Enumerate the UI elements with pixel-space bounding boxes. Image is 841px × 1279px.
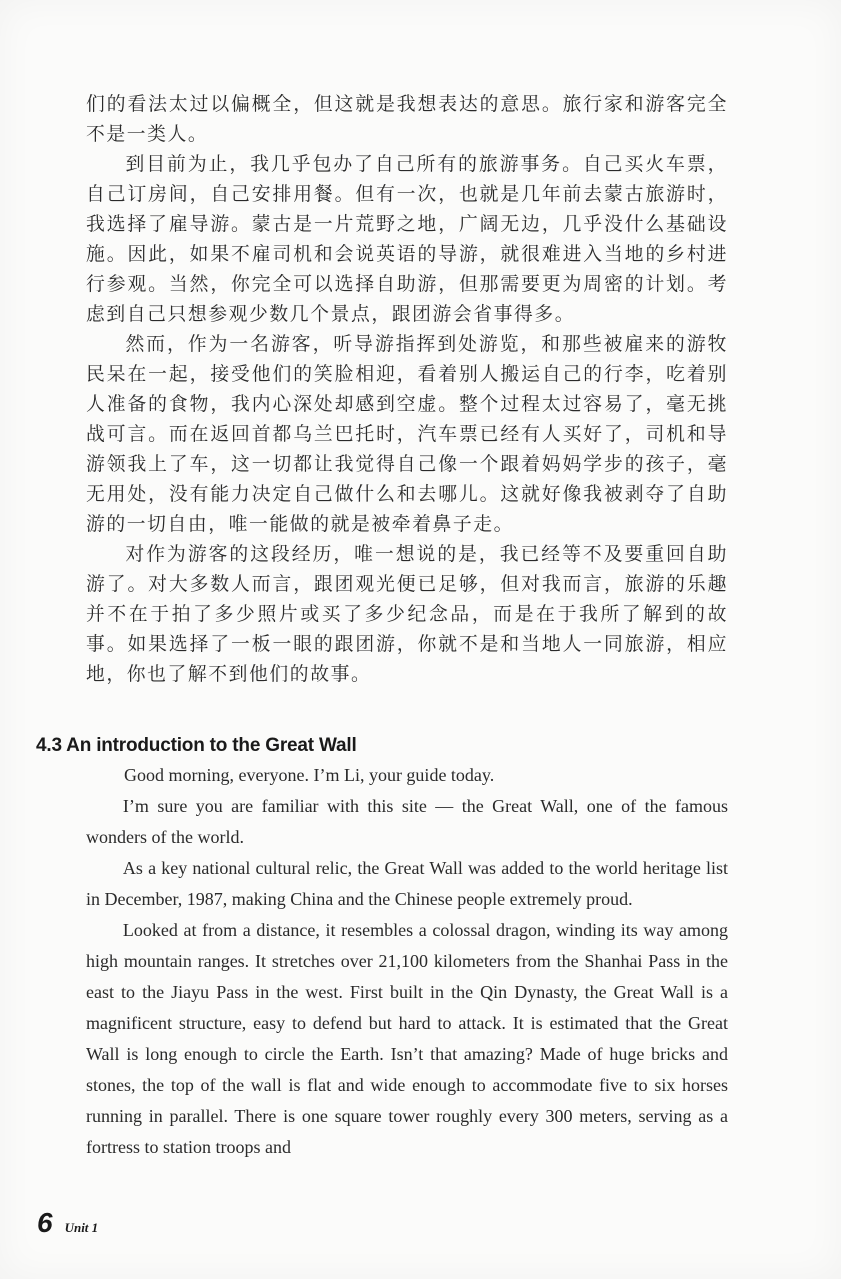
paragraph-cn-3: 然而，作为一名游客，听导游指挥到处游览，和那些被雇来的游牧民呆在一起，接受他们的笑脸相迎，看着别人搬运自己的行李，吃着别人准备的食物，我内心深处却感到空虚。整个过程太过容易了，毫无挑战可言。而在返回首都乌兰巴托时，汽车票已经有人买好了，司机和导游领我上了车，这一切都让我觉得自己像一个跟着妈妈学步的孩子，毫无用处，没有能力决定自己做什么和去哪儿。这就好像我被剥夺了自助游的一切自由，唯一能做的就是被牵着鼻子走。	[86, 334, 728, 535]
page-footer	[37, 1207, 98, 1239]
unit-label: Unit 1	[64, 1220, 99, 1235]
paragraph-cn-2: 到目前为止，我几乎包办了自己所有的旅游事务。自己买火车票，自己订房间，自己安排用餐。但有一次，也就是几年前去蒙古旅游时，我选择了雇导游。蒙古是一片荒野之地，广阔无边，几乎没什么基础设施。因此，如果不雇司机和会说英语的导游，就很难进入当地的乡村进行参观。当然，你完全可以选择自助游，但那需要更为周密的计划。考虑到自己只想参观少数几个景点，跟团游会省事得多。	[86, 154, 728, 325]
paragraph-cn-1: 们的看法太过以偏概全，但这就是我想表达的意思。旅行家和游客完全不是一类人。	[86, 94, 728, 145]
section-body-text	[86, 760, 728, 1163]
paragraph-en-4: Looked at from a distance, it resembles a colossal dragon, winding its way among high mountain ranges. It stretches over 21,100 kilometers from the Shanhai Pass in the east to the Jiayu Pass in the west. First built in the Qin Dynasty, the Great Wall is a magnificent structure, easy to defend but hard to attack. It is estimated that the Great Wall is long enough to circle the Earth. Isn’t that amazing? Made of huge bricks and stones, the top of the wall is flat and wide enough to accommodate five to six horses running in parallel. There is one square tower roughly every 300 meters, serving as a fortress to station troops and	[86, 920, 728, 1157]
chinese-translation-text	[86, 90, 728, 690]
paragraph-en-2: I’m sure you are familiar with this site — the Great Wall, one of the famous wonders of the world.	[86, 796, 728, 847]
page-number: 6	[37, 1207, 53, 1238]
paragraph-en-1: Good morning, everyone. I’m Li, your guide today.	[124, 765, 495, 785]
section-heading: 4.3 An introduction to the Great Wall	[36, 735, 357, 756]
paragraph-en-3: As a key national cultural relic, the Great Wall was added to the world heritage list in December, 1987, making China and the Chinese people extremely proud.	[86, 858, 728, 909]
paragraph-cn-4: 对作为游客的这段经历，唯一想说的是，我已经等不及要重回自助游了。对大多数人而言，跟团观光便已足够，但对我而言，旅游的乐趣并不在于拍了多少照片或买了多少纪念品，而是在于我所了解到的故事。如果选择了一板一眼的跟团游，你就不是和当地人一同旅游，相应地，你也了解不到他们的故事。	[86, 544, 728, 685]
